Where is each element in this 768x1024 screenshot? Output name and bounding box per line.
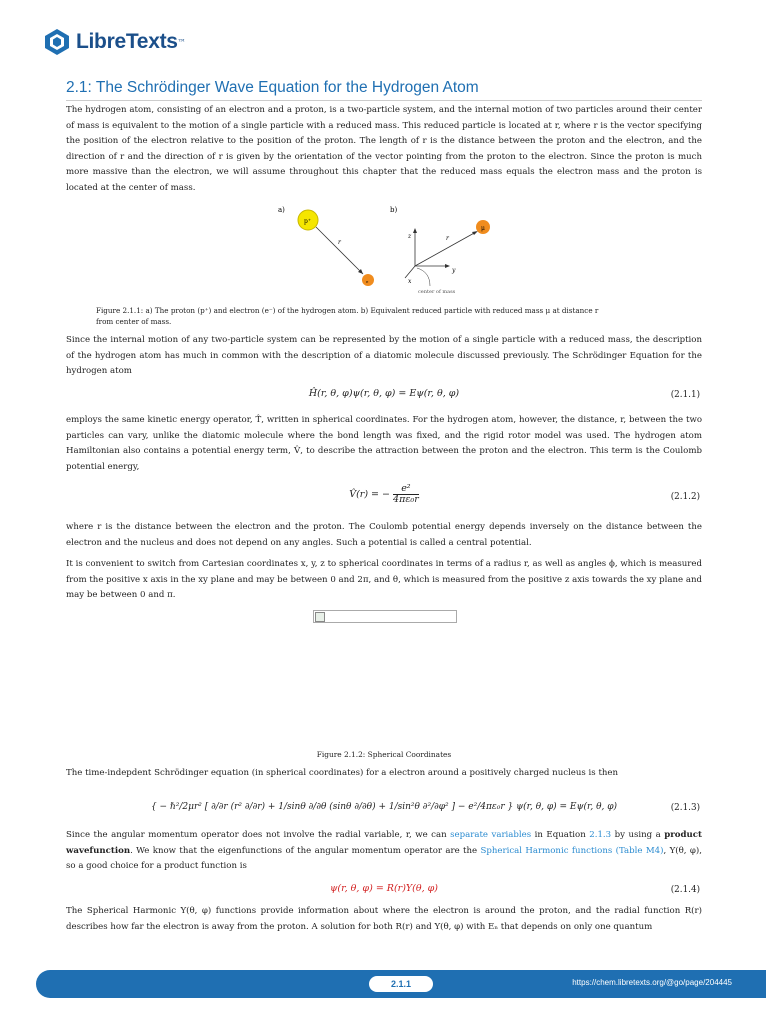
figure1-caption-line2: from center of mass. bbox=[96, 317, 172, 326]
equation-2-1-2-lhs: V̂(r) = − bbox=[349, 489, 390, 500]
p7-text-b: in Equation bbox=[531, 830, 590, 840]
paragraph-radial-function: The Spherical Harmonic Y(θ, φ) functions provide information about where the electron is around the proton, and the radial function R(r) describes how far the electron is away from the proton. A solution for both R(r) and Y(θ, φ) with Eₙ that depends on only one quantum bbox=[66, 906, 702, 932]
equation-2-1-4-number: (2.1.4) bbox=[670, 885, 700, 895]
fraction-denominator: 4πε₀r bbox=[393, 494, 419, 505]
paragraph-spherical-coords: It is convenient to switch from Cartesian coordinates x, y, z to spherical coordinates in terms of a radius r, as well as angles ϕ, which is measured from the positive x axis in the xy plane and may be between 0 and 2π, and θ, which is measured from the positive z axis towards the xy plane and may be between 0 and π. bbox=[66, 559, 702, 600]
page-footer bbox=[36, 970, 766, 998]
libretexts-logo[interactable] bbox=[44, 28, 186, 56]
paragraph-separation bbox=[66, 828, 702, 875]
page-url[interactable]: https://chem.libretexts.org/@go/page/204445 bbox=[572, 978, 732, 987]
p7-text-d: . We know that the eigenfunctions of the angular momentum operator are the bbox=[130, 845, 481, 856]
logo-text: LibreTexts bbox=[76, 30, 178, 53]
equation-2-1-2-number: (2.1.2) bbox=[670, 492, 700, 502]
equation-2-1-1 bbox=[66, 388, 702, 406]
p7-text-c: by using a bbox=[611, 830, 665, 840]
y-label: y bbox=[452, 267, 456, 274]
com-label: center of mass bbox=[418, 289, 456, 295]
broken-image-icon bbox=[315, 612, 325, 622]
page-number: 2.1.1 bbox=[369, 976, 433, 992]
spherical-harmonics-link[interactable]: Spherical Harmonic functions (Table M4) bbox=[480, 845, 664, 856]
p7-text-e: , Y(θ, φ), so a good choice for a product function is bbox=[66, 845, 702, 871]
r-label-b: r bbox=[446, 235, 449, 242]
equation-2-1-3-body: { − ℏ²/2μr² [ ∂/∂r (r² ∂/∂r) + 1/sinθ ∂/∂θ (sinθ ∂/∂θ) + 1/sin²θ ∂²/∂φ² ] − e²/4πε₀r } ψ(r, θ, φ) = Eψ(r, θ, φ) bbox=[150, 802, 618, 812]
equation-2-1-2 bbox=[66, 484, 702, 512]
mu-label: μ bbox=[481, 225, 485, 232]
trademark: ™ bbox=[177, 37, 186, 47]
equation-2-1-4 bbox=[66, 883, 702, 901]
equation-2-1-1-body: Ĥ(r, θ, φ)ψ(r, θ, φ) = Eψ(r, θ, φ) bbox=[308, 388, 460, 399]
r-label-a: r bbox=[338, 239, 341, 246]
com-pointer bbox=[417, 268, 430, 286]
fraction-numerator: e² bbox=[393, 484, 419, 495]
figure-label-a: a) bbox=[278, 206, 285, 214]
figure2-caption: Figure 2.1.2: Spherical Coordinates bbox=[316, 750, 452, 759]
proton-label: p⁺ bbox=[304, 218, 312, 225]
paragraph-intro: The hydrogen atom, consisting of an electron and a proton, is a two-particle system, and the internal motion of two particles around their center of mass is equivalent to the motion of a single particle with a reduced mass. This reduced particle is located at r, where r is the vector specifying the position of the electron relative to the position of the proton. The length of r is the distance between the proton and the electron, and the direction of r and the direction of r is given by the orientation of the vector pointing from the proton to the electron. Since the proton is much more massive than the electron, we will assume throughout this chapter that the reduced mass equals the electron mass and the proton is located at the center of mass. bbox=[66, 105, 702, 193]
equation-2-1-4-body: ψ(r, θ, φ) = R(r)Y(θ, φ) bbox=[329, 883, 438, 894]
x-label: x bbox=[408, 278, 412, 285]
product-wavefunction-term: product wavefunction bbox=[66, 830, 702, 856]
equation-2-1-3-link[interactable]: 2.1.3 bbox=[589, 830, 612, 840]
paragraph-kinetic-energy: employs the same kinetic energy operator, T̂, written in spherical coordinates. For the hydrogen atom, however, the distance, r, between the two particles can vary, unlike the diatomic molecule where the bond length was fixed, and the rigid rotor model was used. The hydrogen atom Hamiltonian also contains a potential energy term, V̂, to describe the attraction between the proton and the electron. This term is the Coulomb potential energy, bbox=[66, 415, 702, 472]
separate-variables-link[interactable]: separate variables bbox=[450, 830, 532, 840]
spherical-coordinates-image bbox=[313, 610, 457, 623]
paragraph-schrodinger-spherical: The time-indepdent Schrödinger equation (in spherical coordinates) for a electron around a positively charged nucleus is then bbox=[66, 768, 619, 778]
equation-2-1-3 bbox=[66, 797, 702, 823]
coulomb-fraction bbox=[393, 484, 419, 505]
paragraph-central-potential: where r is the distance between the electron and the proton. The Coulomb potential energy depends inversely on the distance between the electron and the nucleus and does not depend on any angles. Such a potential is called a central potential. bbox=[66, 522, 702, 548]
r-vector-a bbox=[316, 227, 363, 274]
equation-2-1-3-number: (2.1.3) bbox=[670, 803, 700, 813]
figure-proton-electron bbox=[270, 200, 510, 300]
x-axis bbox=[405, 266, 415, 278]
libretexts-hex-icon bbox=[44, 28, 70, 56]
page-title: 2.1: The Schrödinger Wave Equation for the Hydrogen Atom bbox=[66, 79, 702, 101]
electron-label: e bbox=[366, 279, 369, 284]
figure1-caption bbox=[96, 305, 696, 327]
z-label: z bbox=[408, 233, 412, 240]
figure-label-b: b) bbox=[390, 206, 398, 214]
figure1-caption-line1: Figure 2.1.1: a) The proton (p⁺) and electron (e⁻) of the hydrogen atom. b) Equivalent reduced particle with reduced mass μ at distance r bbox=[96, 306, 599, 315]
paragraph-two-particle: Since the internal motion of any two-particle system can be represented by the motion of a single particle with a reduced mass, the description of the hydrogen atom has much in common with the description of a diatomic molecule discussed previously. The Schrödinger Equation for the hydrogen atom bbox=[66, 335, 702, 376]
equation-2-1-2-body bbox=[66, 484, 702, 505]
equation-2-1-1-number: (2.1.1) bbox=[670, 390, 700, 400]
p7-text-a: Since the angular momentum operator does not involve the radial variable, r, we can bbox=[66, 830, 451, 840]
